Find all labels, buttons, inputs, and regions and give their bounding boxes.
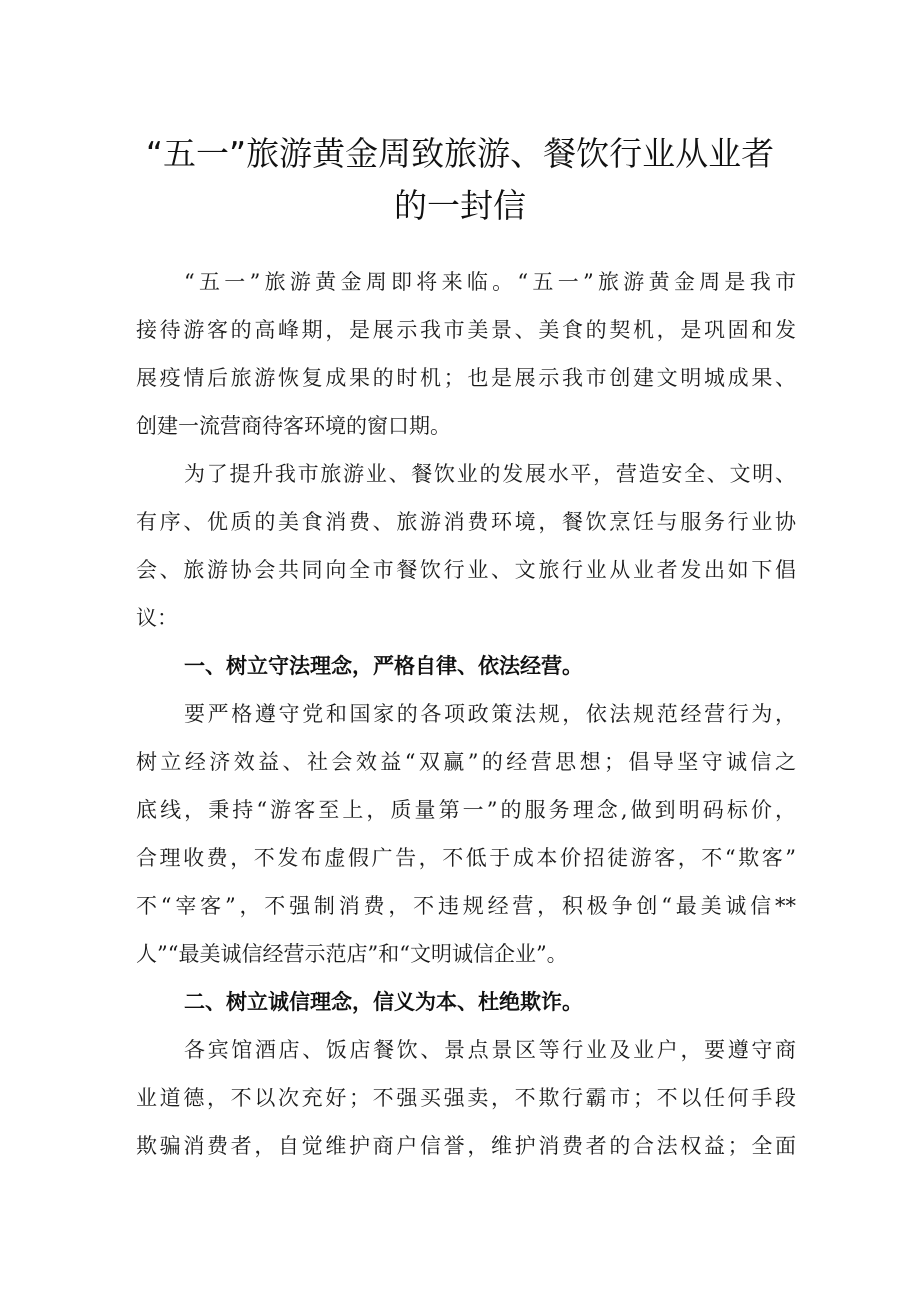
document-title-line-1: “五一”旅游黄金周致旅游、餐饮行业从业者 (145, 134, 775, 173)
paragraph-1-line-4: 创建一流营商待客环境的窗口期。 (136, 414, 451, 438)
paragraph-1-line-2: 接待游客的高峰期，是展示我市美景、美食的契机，是巩固和发 (136, 318, 796, 342)
paragraph-3-line-2: 树立经济效益、社会效益“双赢”的经营思想；倡导坚守诚信之 (136, 750, 796, 774)
section-heading-2: 二、树立诚信理念，信义为本、杜绝欺诈。 (184, 990, 583, 1014)
paragraph-2-line-4: 议： (136, 606, 178, 630)
paragraph-2-line-2: 有序、优质的美食消费、旅游消费环境，餐饮烹饪与服务行业协 (136, 510, 796, 534)
paragraph-1-line-1: “五一”旅游黄金周即将来临。“五一”旅游黄金周是我市 (184, 270, 796, 294)
document-title-line-2: 的一封信 (394, 186, 526, 225)
paragraph-3-line-5: 不“宰客”，不强制消费，不违规经营，积极争创“最美诚信** (136, 894, 796, 918)
section-heading-1: 一、树立守法理念，严格自律、依法经营。 (184, 654, 583, 678)
paragraph-3-line-4: 合理收费，不发布虚假广告，不低于成本价招徒游客，不“欺客” (136, 846, 796, 870)
paragraph-3-line-3: 底线，秉持“游客至上，质量第一”的服务理念,做到明码标价， (136, 798, 796, 822)
paragraph-4-line-1: 各宾馆酒店、饭店餐饮、景点景区等行业及业户，要遵守商 (184, 1038, 796, 1062)
paragraph-3-line-6: 人”“最美诚信经营示范店”和“文明诚信企业”。 (136, 942, 568, 966)
paragraph-2-line-1: 为了提升我市旅游业、餐饮业的发展水平，营造安全、文明、 (184, 462, 796, 486)
paragraph-2-line-3: 会、旅游协会共同向全市餐饮行业、文旅行业从业者发出如下倡 (136, 558, 796, 582)
paragraph-3-line-1: 要严格遵守党和国家的各项政策法规，依法规范经营行为， (184, 702, 796, 726)
paragraph-4-line-2: 业道德，不以次充好；不强买强卖，不欺行霸市；不以任何手段 (136, 1086, 796, 1110)
paragraph-4-line-3: 欺骗消费者，自觉维护商户信誉，维护消费者的合法权益；全面 (136, 1134, 796, 1158)
paragraph-1-line-3: 展疫情后旅游恢复成果的时机；也是展示我市创建文明城成果、 (136, 366, 796, 390)
